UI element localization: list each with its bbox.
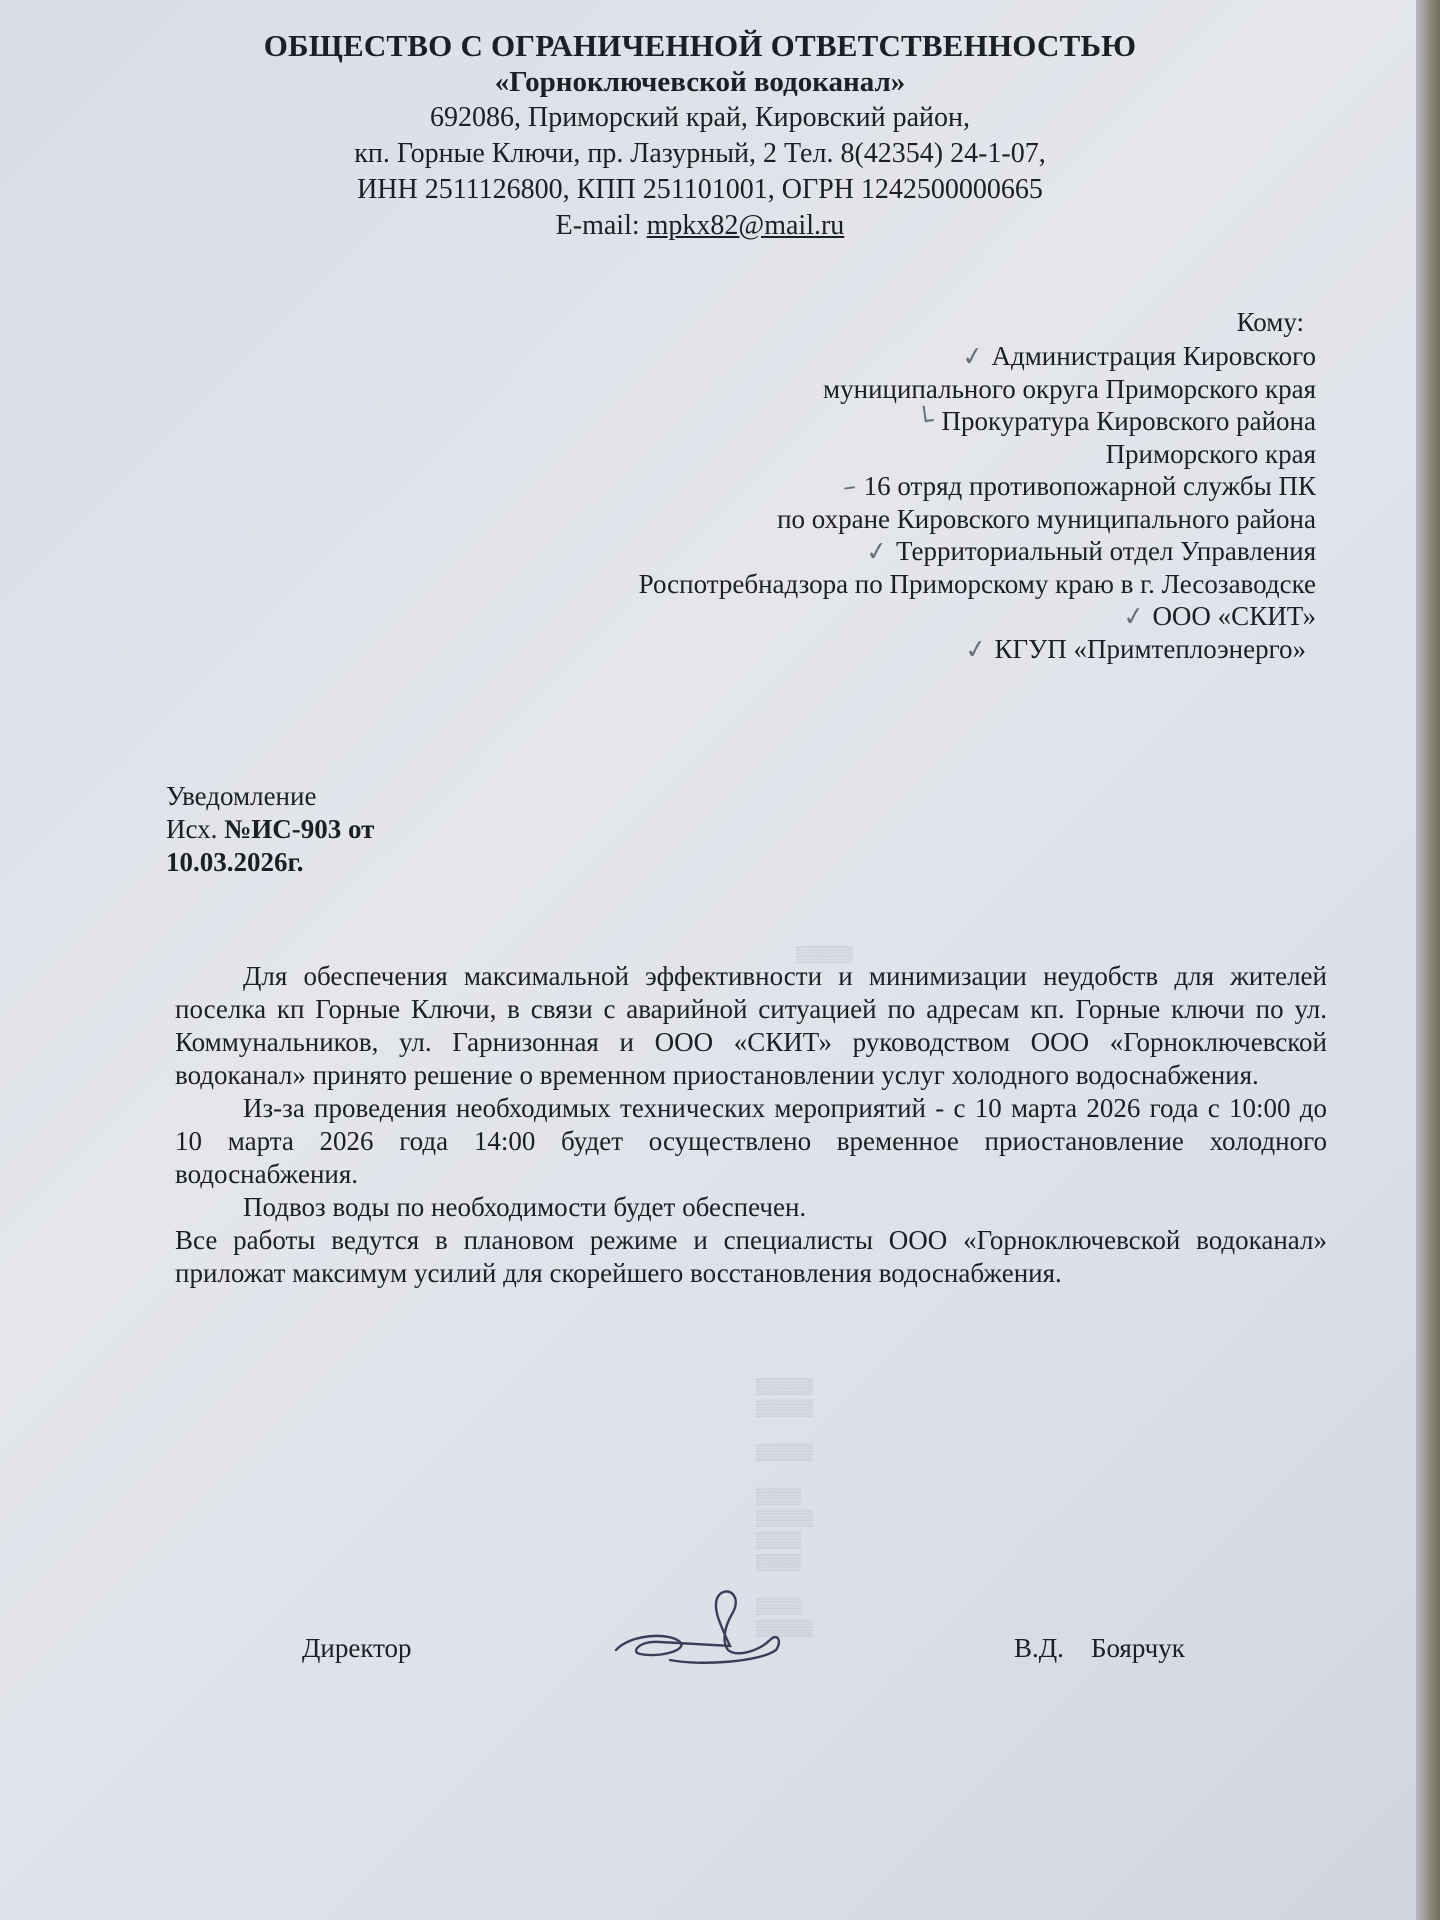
body-paragraph: Для обеспечения максимальной эффективности и минимизации неудобств для жителей поселка кп Горные Ключи, в связи с аварийной ситуацией по адресам кп. Горные ключи по ул. Коммунальников, ул. Гарнизонная и ООО «СКИТ» руководством ООО «Горноключевской водоканал» принято решение о временном приостановлении услуг холодного водоснабжения. xyxy=(175,961,1327,1090)
recipient-line xyxy=(416,633,1306,666)
recipient-line: муниципального округа Приморского края xyxy=(823,374,1316,404)
check-mark-icon: ✓ xyxy=(959,340,986,374)
signature-position: Директор xyxy=(302,1633,412,1663)
reference-prefix: Исх. xyxy=(166,814,225,844)
recipient-text: 16 отряд противопожарной службы ПК xyxy=(863,471,1316,501)
notice-block xyxy=(166,780,374,879)
signatory-name xyxy=(1014,1632,1185,1665)
recipient-text: Прокуратура Кировского района xyxy=(941,406,1316,436)
desk-edge xyxy=(1416,0,1440,1920)
recipient-line xyxy=(416,535,1316,568)
email-label: E-mail: xyxy=(555,210,647,241)
registration-ids: ИНН 2511126800, КПП 251101001, ОГРН 1242500000665 xyxy=(357,174,1043,205)
recipients-label: Кому: xyxy=(1236,307,1304,337)
recipient-line: по охране Кировского муниципального района xyxy=(777,504,1316,534)
recipient-text: Администрация Кировского xyxy=(991,341,1316,371)
recipient-line xyxy=(416,340,1316,373)
recipients-block xyxy=(416,306,1316,666)
org-title: ОБЩЕСТВО С ОГРАНИЧЕННОЙ ОТВЕТСТВЕННОСТЬЮ xyxy=(263,28,1137,63)
recipient-text: Территориальный отдел Управления xyxy=(896,536,1316,566)
signatory-surname: Боярчук xyxy=(1090,1633,1185,1663)
recipient-line: Приморского края xyxy=(1105,439,1316,469)
body-paragraph: Подвоз воды по необходимости будет обеспечен. xyxy=(243,1192,807,1222)
email-link[interactable]: mpkx82@mail.ru xyxy=(646,210,845,241)
org-name: «Горноключевской водоканал» xyxy=(494,66,906,98)
recipient-text: ООО «СКИТ» xyxy=(1152,601,1316,631)
check-mark-icon: ✓ xyxy=(1120,600,1147,634)
check-mark-icon: ✓ xyxy=(962,633,989,667)
reference-number: №ИС-903 от xyxy=(224,814,375,844)
signatory-initials: В.Д. xyxy=(1014,1633,1064,1663)
stamp-imprint: ▒▒▒▒▒ xyxy=(796,946,853,963)
address-line-1: 692086, Приморский край, Кировский район, xyxy=(429,102,971,133)
handwritten-signature xyxy=(610,1584,910,1674)
letterhead xyxy=(200,28,1200,244)
recipient-line xyxy=(416,470,1316,503)
body-paragraph: Все работы ведутся в плановом режиме и специалисты ООО «Горноключевской водоканал» приложат максимум усилий для скорейшего восстановления водоснабжения. xyxy=(175,1225,1327,1288)
check-mark-icon: ✓ xyxy=(864,535,891,569)
recipient-line xyxy=(416,600,1316,633)
body-paragraph: Из-за проведения необходимых технических мероприятий - с 10 марта 2026 года с 10:00 до 10 марта 2026 года 14:00 будет осуществлено временное приостановление холодного водоснабжения. xyxy=(175,1093,1327,1189)
notice-title: Уведомление xyxy=(166,781,317,811)
email-line xyxy=(200,208,1200,244)
letter-body xyxy=(175,960,1327,1290)
reference-line xyxy=(166,813,374,846)
dash-mark-icon: – xyxy=(840,471,858,503)
recipient-text: КГУП «Примтеплоэнерго» xyxy=(994,634,1306,664)
check-mark-icon: └ xyxy=(915,406,936,438)
stamp-imprint: ▒▒▒▒▒ ▒▒▒▒▒ ▒▒▒▒▒ ▒▒▒▒ ▒▒▒▒▒ ▒▒▒▒ ▒▒▒▒ ▒▒▒▒ ▒▒▒▒▒ xyxy=(756,1378,813,1637)
address-line-2: кп. Горные Ключи, пр. Лазурный, 2 Тел. 8(42354) 24-1-07, xyxy=(354,138,1046,169)
recipient-line xyxy=(416,405,1316,438)
recipient-line: Роспотребнадзора по Приморскому краю в г. Лесозаводске xyxy=(638,569,1316,599)
reference-date: 10.03.2026г. xyxy=(166,847,304,877)
